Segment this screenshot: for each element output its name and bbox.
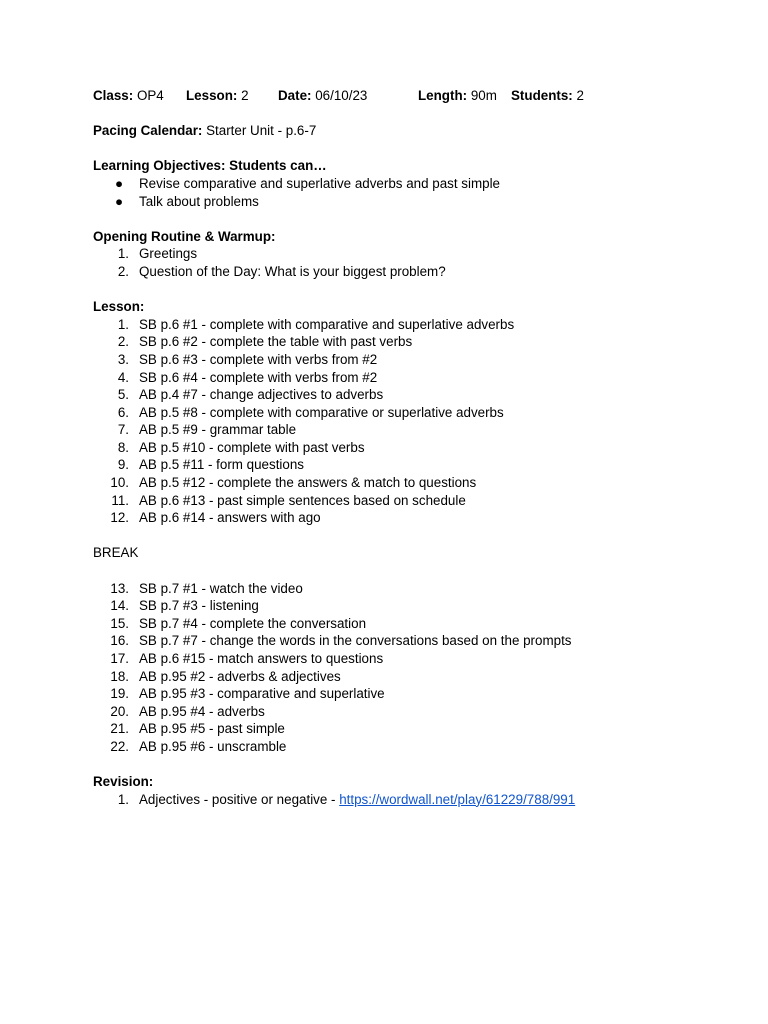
- length-field: [418, 87, 511, 105]
- lesson-item-text: AB p.95 #4 - adverbs: [139, 703, 265, 719]
- revision-heading: [93, 773, 733, 791]
- lesson-item: [93, 421, 733, 439]
- objectives-heading-text: Learning Objectives: Students can…: [93, 158, 327, 174]
- list-number: 15.: [110, 615, 129, 631]
- objective-text: Talk about problems: [139, 193, 259, 209]
- list-number: 5.: [117, 387, 129, 403]
- opening-text: Greetings: [139, 246, 198, 262]
- lesson-heading-text: Lesson:: [93, 299, 145, 315]
- list-number: 17.: [110, 651, 129, 666]
- list-number: 6.: [117, 404, 129, 420]
- objective-text: Revise comparative and superlative adverbs and past simple: [139, 175, 500, 191]
- list-number: 13.: [110, 580, 129, 596]
- lesson-item: [93, 369, 733, 387]
- lesson-item: [93, 703, 733, 721]
- lesson-item-text: AB p.6 #15 - match answers to questions: [139, 651, 384, 666]
- students-field: [511, 87, 584, 105]
- lesson-label: Lesson:: [186, 88, 238, 103]
- lesson-item-text: AB p.5 #10 - complete with past verbs: [139, 439, 365, 455]
- lesson-item: [93, 474, 733, 492]
- revision-heading-text: Revision:: [93, 774, 154, 790]
- lesson-item: [93, 650, 733, 668]
- list-number: 3.: [117, 351, 129, 367]
- lesson-item: [93, 351, 733, 369]
- lesson-item: [93, 738, 733, 756]
- list-number: 2.: [117, 263, 129, 279]
- length-label: Length:: [418, 88, 468, 103]
- lesson-field: [186, 87, 278, 105]
- list-number: 19.: [110, 686, 129, 702]
- lesson-item: [93, 720, 733, 738]
- lesson-item: [93, 439, 733, 457]
- lesson-item-text: SB p.7 #1 - watch the video: [139, 580, 303, 596]
- pacing-label: Pacing Calendar:: [93, 123, 203, 139]
- list-number: 22.: [110, 738, 129, 754]
- lesson-item: [93, 492, 733, 510]
- lesson-item-text: AB p.95 #5 - past simple: [139, 721, 285, 737]
- lesson-item-text: AB p.5 #9 - grammar table: [139, 422, 297, 438]
- list-number: 10.: [110, 475, 129, 491]
- list-number: 9.: [117, 457, 129, 473]
- lesson-item: [93, 597, 733, 615]
- lesson-item-text: AB p.4 #7 - change adjectives to adverbs: [139, 387, 384, 403]
- students-value: 2: [576, 88, 584, 103]
- objectives-heading: [93, 157, 733, 175]
- bullet-icon: ●: [115, 175, 124, 191]
- lesson-item: [93, 333, 733, 351]
- wordwall-link[interactable]: https://wordwall.net/play/61229/788/991: [339, 791, 576, 807]
- date-value: 06/10/23: [315, 88, 368, 103]
- break-label: BREAK: [93, 545, 139, 561]
- opening-heading: [93, 228, 733, 246]
- lesson-list-part2: [93, 580, 733, 756]
- bullet-icon: ●: [115, 193, 124, 209]
- class-value: OP4: [136, 88, 164, 103]
- lesson-item-text: SB p.6 #1 - complete with comparative and superlative adverbs: [139, 316, 515, 332]
- lesson-item: [93, 580, 733, 598]
- objective-item: [93, 193, 733, 211]
- lesson-item: [93, 386, 733, 404]
- lesson-item: [93, 316, 733, 334]
- opening-item: [93, 263, 733, 281]
- pacing-calendar: [93, 122, 733, 140]
- document-page: [93, 87, 733, 808]
- lesson-item: [93, 632, 733, 650]
- lesson-item-text: AB p.6 #14 - answers with ago: [139, 510, 321, 526]
- lesson-item: [93, 615, 733, 633]
- lesson-item-text: SB p.7 #3 - listening: [139, 598, 259, 614]
- lesson-item-text: AB p.5 #11 - form questions: [139, 457, 304, 473]
- lesson-item-text: AB p.95 #6 - unscramble: [139, 738, 287, 754]
- list-number: 4.: [117, 369, 129, 385]
- lesson-item-text: SB p.6 #4 - complete with verbs from #2: [139, 369, 378, 385]
- list-number: 14.: [110, 598, 129, 614]
- list-number: 16.: [110, 633, 129, 649]
- opening-item: [93, 245, 733, 263]
- lesson-heading: [93, 298, 733, 316]
- length-value: 90m: [470, 88, 497, 103]
- list-number: 1.: [117, 316, 129, 332]
- lesson-header: [93, 87, 733, 105]
- lesson-item: [93, 456, 733, 474]
- objective-item: [93, 175, 733, 193]
- lesson-list-part1: [93, 316, 733, 527]
- list-number: 1.: [117, 246, 129, 262]
- lesson-item: [93, 685, 733, 703]
- lesson-item-text: SB p.7 #7 - change the words in the conversations based on the prompts: [139, 633, 572, 649]
- lesson-item: [93, 509, 733, 527]
- lesson-item-text: AB p.95 #2 - adverbs & adjectives: [139, 668, 341, 684]
- opening-text: Question of the Day: What is your biggest problem?: [139, 263, 446, 279]
- lesson-item-text: SB p.7 #4 - complete the conversation: [139, 615, 367, 631]
- lesson-item-text: AB p.5 #8 - complete with comparative or superlative adverbs: [139, 404, 504, 420]
- lesson-item-text: AB p.95 #3 - comparative and superlative: [139, 686, 385, 702]
- list-number: 2.: [117, 334, 129, 350]
- lesson-item: [93, 404, 733, 422]
- date-field: [278, 87, 418, 105]
- lesson-item-text: AB p.6 #13 - past simple sentences based on schedule: [139, 492, 466, 508]
- list-number: 7.: [117, 422, 129, 438]
- revision-item: [93, 791, 733, 809]
- list-number: 1.: [117, 791, 129, 807]
- class-label: Class:: [93, 88, 134, 103]
- list-number: 18.: [110, 668, 129, 684]
- lesson-item-text: AB p.5 #12 - complete the answers & match to questions: [139, 475, 477, 491]
- list-number: 20.: [110, 703, 129, 719]
- lesson-item: [93, 668, 733, 686]
- lesson-item-text: SB p.6 #2 - complete the table with past verbs: [139, 334, 413, 350]
- list-number: 11.: [111, 492, 129, 508]
- lesson-value: 2: [241, 88, 249, 103]
- revision-text: Adjectives - positive or negative -: [139, 791, 340, 807]
- lesson-item-text: SB p.6 #3 - complete with verbs from #2: [139, 351, 378, 367]
- list-number: 21.: [110, 721, 129, 737]
- date-label: Date:: [278, 88, 312, 103]
- list-number: 8.: [117, 439, 129, 455]
- pacing-value: Starter Unit - p.6-7: [206, 123, 317, 139]
- class-field: [93, 87, 186, 105]
- list-number: 12.: [110, 510, 129, 526]
- students-label: Students:: [511, 88, 573, 103]
- opening-heading-text: Opening Routine & Warmup:: [93, 228, 276, 244]
